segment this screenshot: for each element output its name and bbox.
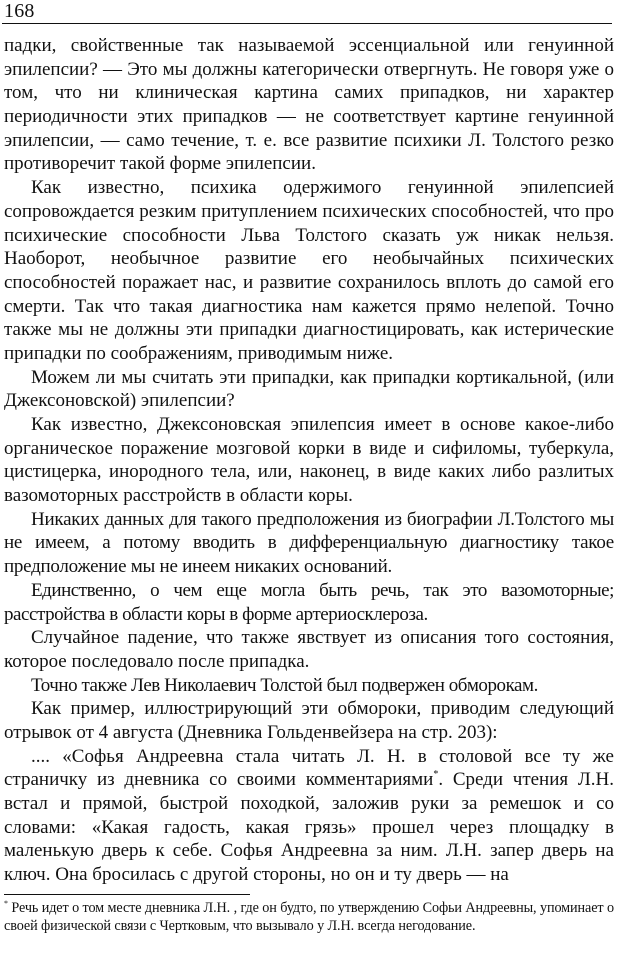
quote-paragraph <box>4 745 614 887</box>
paragraph: Случайное падение, что также явствует из описания того состояния, которое последовало после припадка. <box>4 627 614 672</box>
paragraph: Точно также Лев Николаевич Толстой был подвержен обморокам. <box>31 674 538 696</box>
paragraph: Как пример, иллюстрирующий эти обмороки, приводим следующий отрывок от 4 августа (Дневника Гольденвейзера на стр. 203): <box>4 698 614 743</box>
page-number: 168 <box>4 0 35 22</box>
paragraph: Как известно, Джексоновская эпилепсия имеет в основе какое-либо органическое поражение мозговой корки в виде и сифиломы, туберкула, цистицерка, инородного тела, или, наконец, в виде каких либо разлитых вазомоторных расстройств в области коры. <box>4 414 614 507</box>
quote-text-end: . Среди чтения Л.Н. встал и прямой, быстрой походкой, заложив руки за ремешок и со словами: «Какая гадость, какая грязь» прошел через площадку в маленькую дверь к себе. Софья Андреевна за ним. Л.Н. запер дверь на ключ. Она бросилась с другой стороны, но он и ту дверь — на <box>4 769 614 886</box>
footnote-mark: * <box>4 899 8 908</box>
paragraph: Можем ли мы считать эти припадки, как припадки кортикальной, (или Джексоновской) эпилепсии? <box>4 366 614 412</box>
paragraph: падки, свойственные так называемой эссенциальной или генуинной эпилепсии? — Это мы должны категорически отвергнуть. Не говоря уже о том, что ни клиническая картина самих припадков, ни характер периодичности этих припадков — не соответствует картине генуинной эпилепсии, — само течение, т. е. все развитие психики Л. Толстого резко противоречит такой форме эпилепсии. <box>4 35 614 175</box>
header-rule <box>2 23 612 24</box>
paragraph: Как известно, психика одержимого генуинной эпилепсией сопровождается резким притуплением психических способностей, что про психические способности Льва Толстого сказать уж никак нельзя. Наоборот, необычное развитие его необычайных психических способностей поражает нас, и развитие сохранилось вплоть до самой его смерти. Так что такая диагностика нам кажется прямо нелепой. Точно также мы не должны эти припадки диагностицировать, как истерические припадки по соображениям, приводимым ниже. <box>4 177 614 364</box>
quote-text-start: .... «Софья Андреевна стала читать Л. Н. в столовой все ту же страничку из дневника со своими комментариями <box>4 745 614 791</box>
paragraph: Никаких данных для такого предположения из биографии Л.Толстого мы не имеем, а потому вводить в дифференциальную диагностику такое предположение мы не инеем никаких оснований. <box>4 508 614 578</box>
footnote-rule <box>4 894 250 895</box>
paragraph: Единственно, о чем еще могла быть речь, так это вазомоторные; расстройства в области коры в форме артериосклероза. <box>4 579 614 625</box>
body-text <box>4 34 614 887</box>
footnote-reference: * <box>433 769 439 781</box>
footnote <box>4 900 614 935</box>
footnote-text: Речь идет о том месте дневника Л.Н. , где он будто, по утверждению Софьи Андреевны, упоминает о своей физической связи с Чертковым, что вызывало у Л.Н. всегда негодование. <box>4 900 614 934</box>
